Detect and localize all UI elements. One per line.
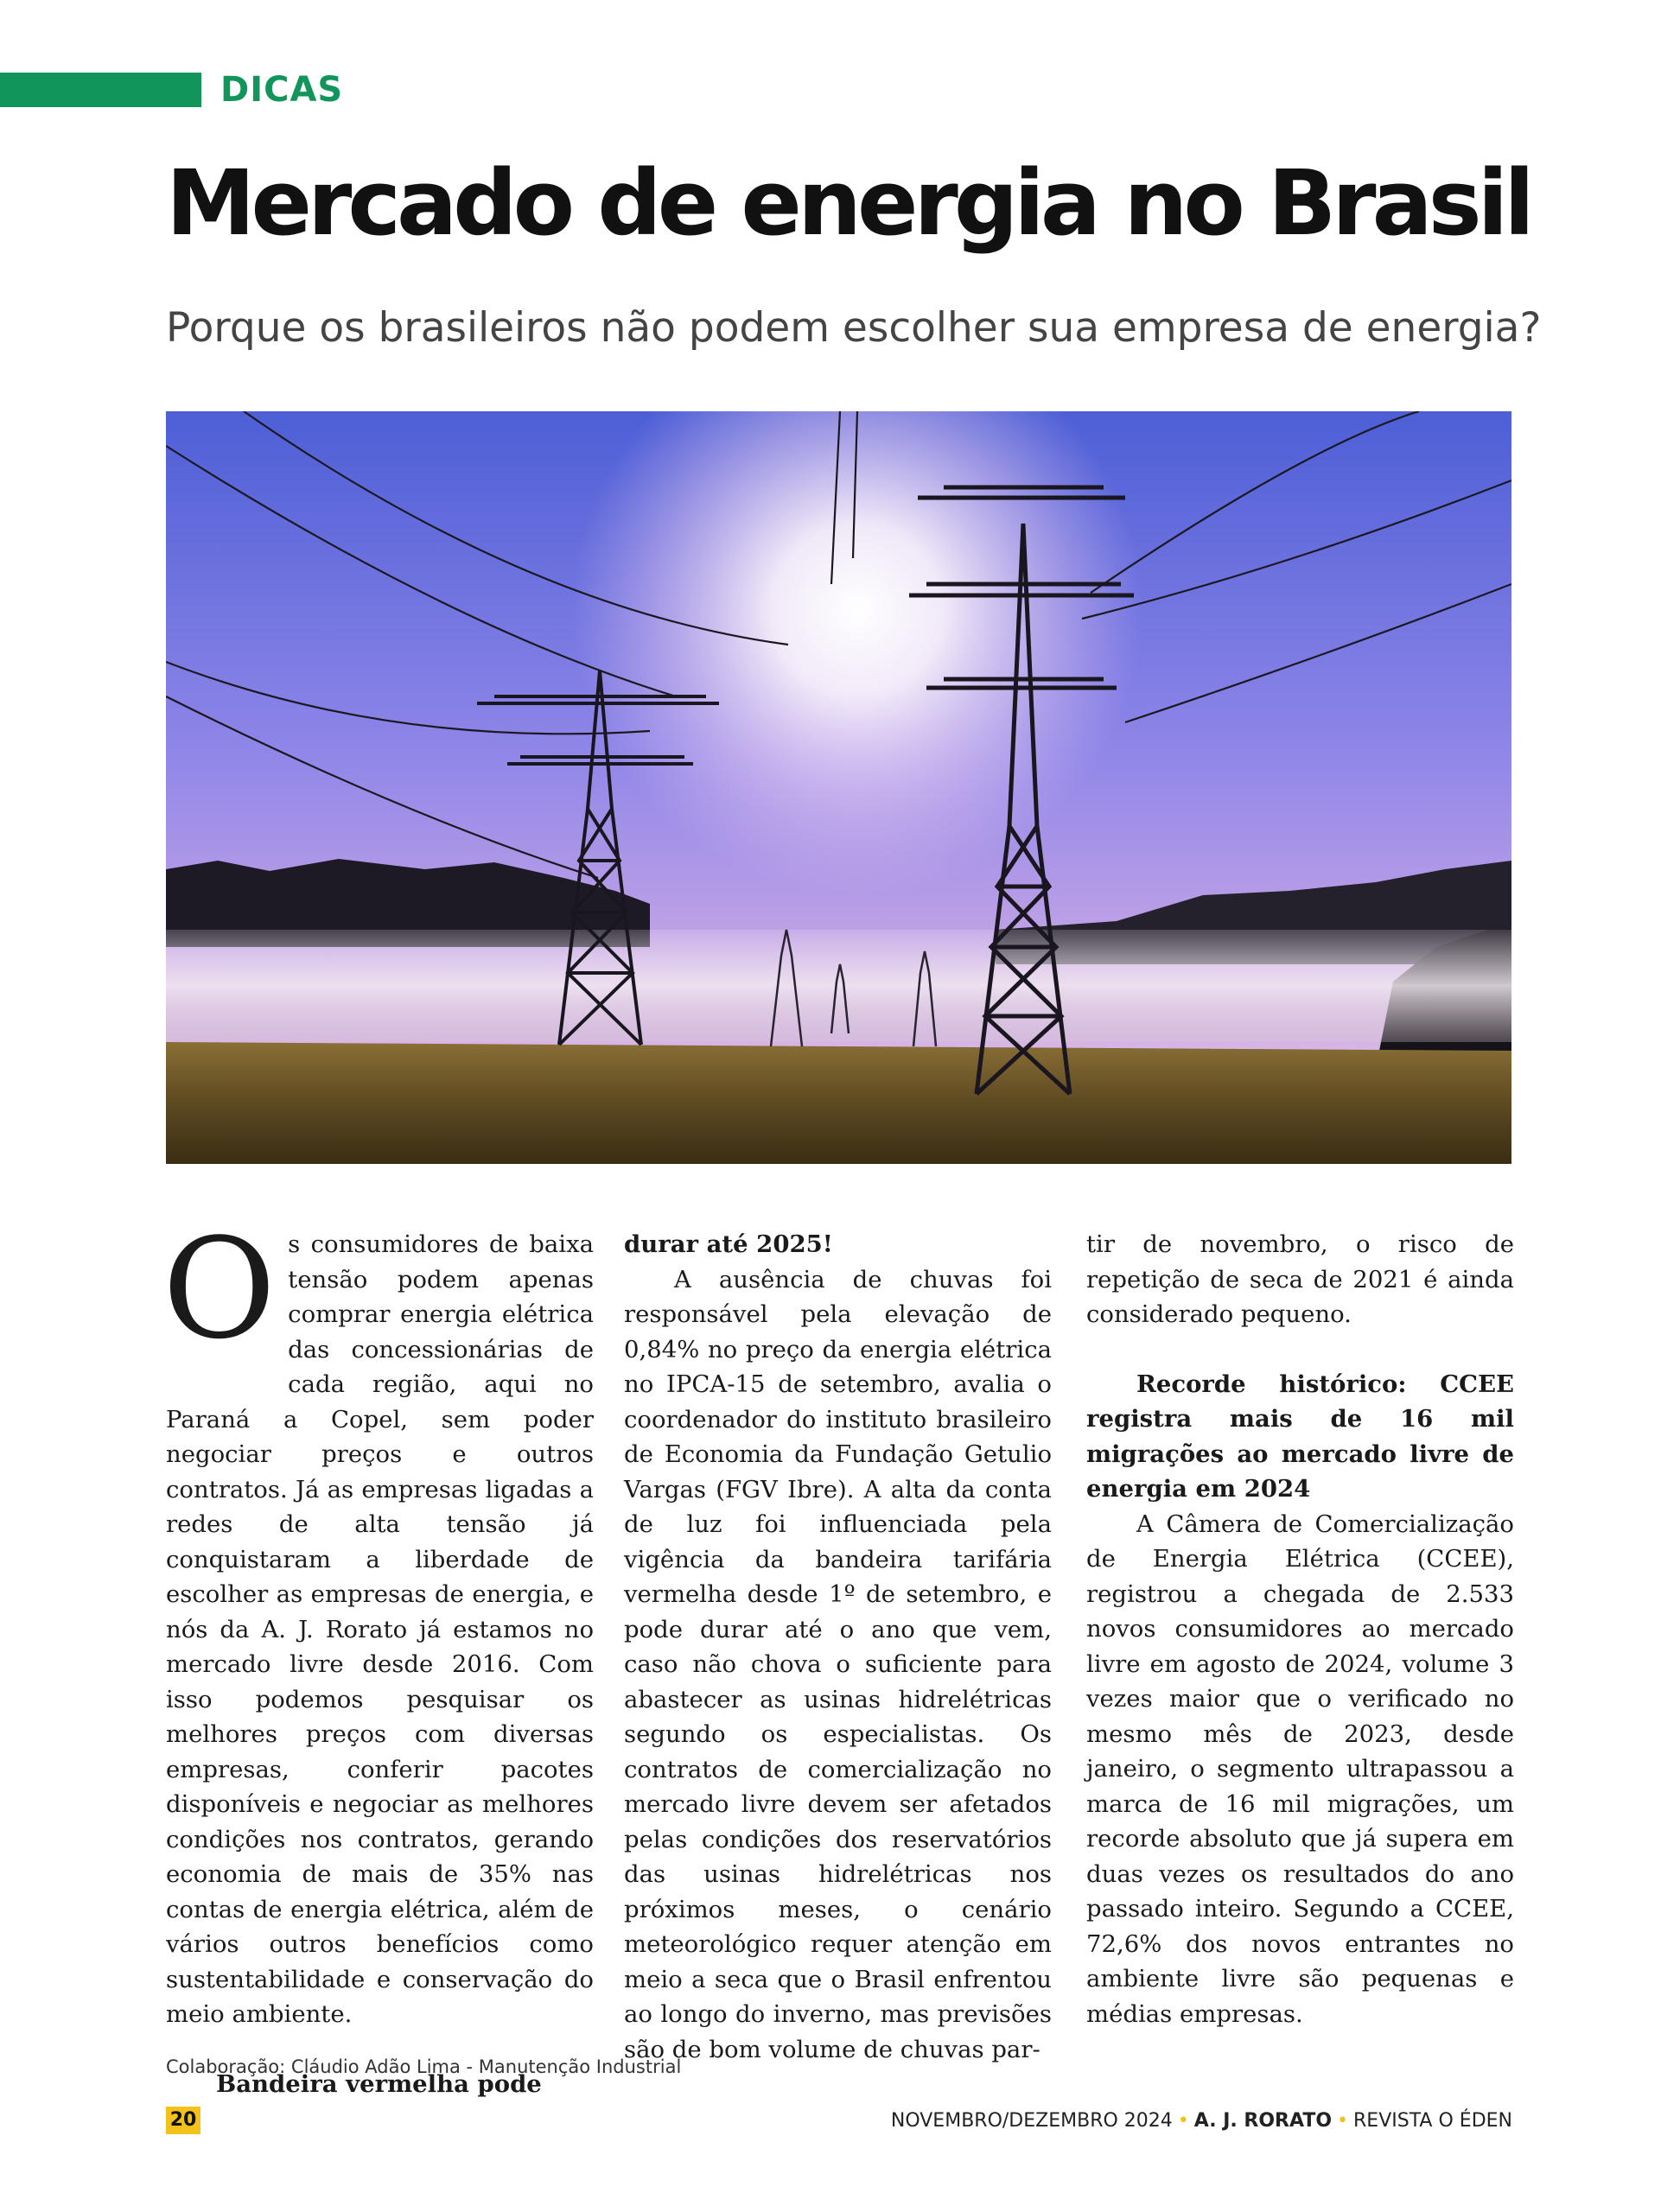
section-accent-bar [0,73,201,107]
footer-magazine: REVISTA O ÉDEN [1353,2110,1512,2132]
column3-paragraph: A Câmera de Comercialização de Energia Elétrica (CCEE), registrou a chegada de 2.533 novos consumidores ao mercado livre em agosto de 2024, volume 3 vezes maior que o verificado no mesmo mês de 2023, desde janeiro, o segmento ultrapassou a marca de 16 mil migrações, um recorde absoluto que já supera em duas vezes os resultados do ano passado inteiro. Segundo a CCEE, 72,6% dos novos entrantes no ambiente livre são pequenas e médias empresas. [1086,1510,1514,2028]
hero-photo [166,411,1511,1164]
section-label: DICAS [220,70,344,110]
section-heading-bandeira-end: durar até 2025! [624,1230,833,1258]
power-lines-illustration [166,411,1511,1164]
section-heading-recorde: Recorde histórico: CCEE registra mais de 16 mil migrações ao mercado livre de energia em 2024 [1086,1370,1514,1503]
section-heading-bandeira: Bandeira vermelha pode [216,2069,542,2098]
credit-line: Colaboração: Cláudio Adão Lima - Manutenção Industrial [166,2056,682,2077]
footer-brand: A. J. RORATO [1193,2110,1333,2132]
column1-paragraph: s consumidores de baixa tensão podem apenas comprar energia elétrica das concessionárias de cada região, aqui no Paraná a Copel, sem poder negociar preços e outros contratos. Já as empresas ligadas a redes de alta tensão já conquistaram a liberdade de escolher as empresas de energia, e nós da A. J. Rorato já estamos no mercado livre desde 2016. Com isso podemos pesquisar os melhores preços com diversas empresas, conferir pacotes disponíveis e negociar as melhores condições nos contratos, gerando economia de mais de 35% nas contas de energia elétrica, além de vários outros benefícios como sustentabilidade e conservação do meio ambiente. [166,1230,594,2028]
article-column-2 [624,1227,1052,2067]
article-column-1 [162,1208,594,2101]
bullet-icon: • [1177,2110,1189,2132]
drop-cap: O [162,1208,277,1370]
article-title: Mercado de energia no Brasil [166,150,1530,256]
footer-issue-line [891,2108,1512,2134]
bullet-icon: • [1337,2110,1349,2132]
article-column-3 [1086,1227,1514,2031]
column2-paragraph: A ausência de chuvas foi responsável pela elevação de 0,84% no preço da energia elétrica no IPCA-15 de setembro, avalia o coordenador do instituto brasileiro de Economia da Fundação Getulio Vargas (FGV Ibre). A alta da conta de luz foi influenciada pela vigência da bandeira tarifária vermelha desde 1º de setembro, e pode durar até o ano que vem, caso não chova o suficiente para abastecer as usinas hidrelétricas segundo os especialistas. Os contratos de comercialização no mercado livre devem ser afetados pelas condições dos reservatórios das usinas hidrelétricas nos próximos meses, o cenário meteorológico requer atenção em meio a seca que o Brasil enfrentou ao longo do inverno, mas previsões são de bom volume de chuvas par- [624,1265,1052,2063]
column3-paragraph-continued: tir de novembro, o risco de repetição de seca de 2021 é ainda considerado pequeno. [1086,1230,1514,1328]
page-number: 20 [166,2107,200,2134]
footer-issue: NOVEMBRO/DEZEMBRO 2024 [890,2110,1173,2132]
article-subtitle: Porque os brasileiros não podem escolher sua empresa de energia? [166,304,1542,352]
